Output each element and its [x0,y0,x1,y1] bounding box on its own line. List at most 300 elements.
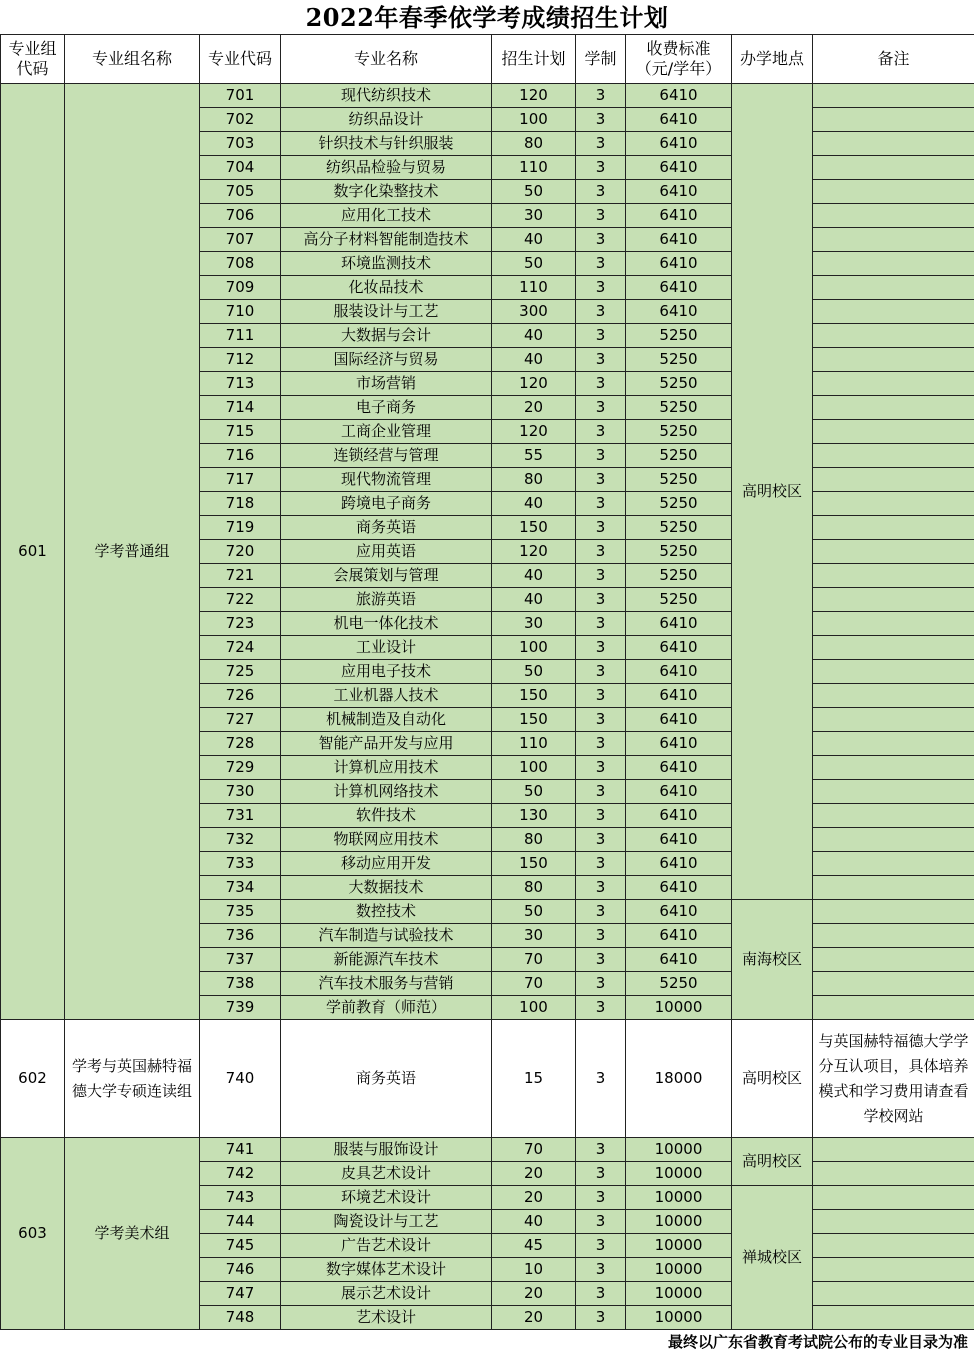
fee-cell: 6410 [626,900,732,924]
fee-cell: 6410 [626,948,732,972]
plan-cell: 15 [492,1020,576,1138]
fee-cell: 10000 [626,1162,732,1186]
plan-cell: 30 [492,612,576,636]
fee-cell: 6410 [626,828,732,852]
major-name-cell: 商务英语 [281,516,492,540]
major-name-cell: 针织技术与针织服装 [281,132,492,156]
years-cell: 3 [576,996,626,1020]
major-code-cell: 705 [200,180,281,204]
group-name-cell: 学考普通组 [65,84,200,1020]
major-name-cell: 大数据与会计 [281,324,492,348]
note-cell [813,276,974,300]
major-name-cell: 汽车技术服务与营销 [281,972,492,996]
plan-cell: 110 [492,732,576,756]
major-name-cell: 跨境电子商务 [281,492,492,516]
fee-cell: 5250 [626,420,732,444]
years-cell: 3 [576,84,626,108]
note-cell [813,516,974,540]
major-code-cell: 748 [200,1306,281,1330]
major-code-cell: 729 [200,756,281,780]
plan-cell: 40 [492,324,576,348]
note-cell [813,564,974,588]
major-name-cell: 服装与服饰设计 [281,1138,492,1162]
major-name-cell: 环境监测技术 [281,252,492,276]
major-code-cell: 708 [200,252,281,276]
fee-cell: 6410 [626,636,732,660]
years-cell: 3 [576,804,626,828]
major-code-cell: 724 [200,636,281,660]
campus-cell: 高明校区 [732,1020,813,1138]
years-cell: 3 [576,444,626,468]
fee-cell: 5250 [626,516,732,540]
note-cell [813,756,974,780]
table-body [1,84,974,1330]
major-name-cell: 国际经济与贸易 [281,348,492,372]
fee-cell: 6410 [626,756,732,780]
note-cell [813,1186,974,1210]
major-name-cell: 艺术设计 [281,1306,492,1330]
plan-cell: 100 [492,108,576,132]
fee-cell: 18000 [626,1020,732,1138]
major-name-cell: 旅游英语 [281,588,492,612]
note-cell [813,252,974,276]
fee-cell: 6410 [626,108,732,132]
fee-cell: 5250 [626,564,732,588]
note-cell [813,492,974,516]
years-cell: 3 [576,660,626,684]
note-cell [813,708,974,732]
major-code-cell: 747 [200,1282,281,1306]
years-cell: 3 [576,564,626,588]
fee-cell: 10000 [626,1282,732,1306]
group-name-cell: 学考与英国赫特福德大学专硕连读组 [65,1020,200,1138]
fee-cell: 6410 [626,924,732,948]
note-cell [813,84,974,108]
major-name-cell: 纺织品设计 [281,108,492,132]
fee-cell: 5250 [626,372,732,396]
years-cell: 3 [576,588,626,612]
plan-cell: 150 [492,684,576,708]
major-code-cell: 746 [200,1258,281,1282]
note-cell [813,156,974,180]
major-name-cell: 广告艺术设计 [281,1234,492,1258]
major-code-cell: 739 [200,996,281,1020]
fee-cell: 5250 [626,444,732,468]
note-cell [813,804,974,828]
fee-cell: 10000 [626,1186,732,1210]
major-code-cell: 716 [200,444,281,468]
enrollment-plan-table [0,34,974,1330]
major-code-cell: 720 [200,540,281,564]
note-cell [813,900,974,924]
fee-cell: 5250 [626,972,732,996]
years-cell: 3 [576,1306,626,1330]
note-cell [813,948,974,972]
years-cell: 3 [576,828,626,852]
years-cell: 3 [576,348,626,372]
major-code-cell: 735 [200,900,281,924]
plan-cell: 80 [492,468,576,492]
plan-cell: 100 [492,756,576,780]
header-fee: 收费标准（元/学年） [626,35,732,84]
note-cell [813,1306,974,1330]
fee-cell: 6410 [626,780,732,804]
major-code-cell: 701 [200,84,281,108]
major-code-cell: 731 [200,804,281,828]
years-cell: 3 [576,132,626,156]
fee-cell: 5250 [626,396,732,420]
header-plan: 招生计划 [492,35,576,84]
major-code-cell: 732 [200,828,281,852]
note-cell [813,1210,974,1234]
major-code-cell: 709 [200,276,281,300]
major-name-cell: 计算机网络技术 [281,780,492,804]
plan-cell: 120 [492,540,576,564]
major-name-cell: 移动应用开发 [281,852,492,876]
plan-cell: 40 [492,348,576,372]
fee-cell: 10000 [626,1210,732,1234]
note-cell [813,1234,974,1258]
years-cell: 3 [576,1234,626,1258]
years-cell: 3 [576,780,626,804]
fee-cell: 6410 [626,804,732,828]
plan-cell: 300 [492,300,576,324]
fee-cell: 10000 [626,1234,732,1258]
plan-cell: 20 [492,1282,576,1306]
plan-cell: 30 [492,204,576,228]
major-name-cell: 应用化工技术 [281,204,492,228]
group-code-cell: 603 [1,1138,65,1330]
plan-cell: 100 [492,636,576,660]
major-code-cell: 738 [200,972,281,996]
major-code-cell: 725 [200,660,281,684]
note-cell [813,1138,974,1162]
fee-cell: 6410 [626,708,732,732]
major-code-cell: 742 [200,1162,281,1186]
fee-cell: 6410 [626,876,732,900]
major-name-cell: 新能源汽车技术 [281,948,492,972]
years-cell: 3 [576,684,626,708]
years-cell: 3 [576,396,626,420]
note-cell [813,780,974,804]
major-code-cell: 717 [200,468,281,492]
note-cell [813,852,974,876]
major-code-cell: 704 [200,156,281,180]
plan-cell: 50 [492,900,576,924]
note-cell [813,1282,974,1306]
note-cell: 与英国赫特福德大学学分互认项目，具体培养模式和学习费用请查看学校网站 [813,1020,974,1138]
years-cell: 3 [576,516,626,540]
years-cell: 3 [576,252,626,276]
fee-cell: 6410 [626,300,732,324]
major-code-cell: 715 [200,420,281,444]
major-code-cell: 733 [200,852,281,876]
note-cell [813,228,974,252]
note-cell [813,1162,974,1186]
plan-cell: 100 [492,996,576,1020]
note-cell [813,588,974,612]
major-name-cell: 工业机器人技术 [281,684,492,708]
plan-cell: 10 [492,1258,576,1282]
major-code-cell: 718 [200,492,281,516]
fee-cell: 5250 [626,348,732,372]
major-code-cell: 706 [200,204,281,228]
note-cell [813,180,974,204]
note-cell [813,972,974,996]
fee-cell: 6410 [626,180,732,204]
major-name-cell: 会展策划与管理 [281,564,492,588]
major-name-cell: 化妆品技术 [281,276,492,300]
years-cell: 3 [576,900,626,924]
major-code-cell: 727 [200,708,281,732]
fee-cell: 10000 [626,1138,732,1162]
major-name-cell: 数字媒体艺术设计 [281,1258,492,1282]
note-cell [813,348,974,372]
table-row [1,1138,974,1162]
note-cell [813,732,974,756]
major-name-cell: 皮具艺术设计 [281,1162,492,1186]
campus-cell: 南海校区 [732,900,813,1020]
plan-cell: 20 [492,1162,576,1186]
major-code-cell: 713 [200,372,281,396]
note-cell [813,396,974,420]
years-cell: 3 [576,1282,626,1306]
years-cell: 3 [576,156,626,180]
fee-cell: 6410 [626,660,732,684]
note-cell [813,876,974,900]
major-code-cell: 712 [200,348,281,372]
major-name-cell: 机电一体化技术 [281,612,492,636]
fee-cell: 6410 [626,852,732,876]
fee-cell: 10000 [626,1306,732,1330]
major-name-cell: 学前教育（师范） [281,996,492,1020]
major-code-cell: 726 [200,684,281,708]
note-cell [813,612,974,636]
note-cell [813,300,974,324]
major-code-cell: 703 [200,132,281,156]
major-name-cell: 应用英语 [281,540,492,564]
major-name-cell: 服装设计与工艺 [281,300,492,324]
fee-cell: 6410 [626,132,732,156]
years-cell: 3 [576,204,626,228]
note-cell [813,468,974,492]
major-name-cell: 软件技术 [281,804,492,828]
fee-cell: 10000 [626,1258,732,1282]
plan-cell: 130 [492,804,576,828]
fee-cell: 6410 [626,612,732,636]
major-code-cell: 734 [200,876,281,900]
note-cell [813,660,974,684]
major-name-cell: 数控技术 [281,900,492,924]
fee-cell: 6410 [626,84,732,108]
group-name-cell: 学考美术组 [65,1138,200,1330]
plan-cell: 80 [492,876,576,900]
campus-cell: 高明校区 [732,1138,813,1186]
note-cell [813,924,974,948]
plan-cell: 40 [492,588,576,612]
major-code-cell: 711 [200,324,281,348]
plan-cell: 120 [492,420,576,444]
years-cell: 3 [576,708,626,732]
major-code-cell: 737 [200,948,281,972]
years-cell: 3 [576,948,626,972]
table-header-row [1,35,974,84]
note-cell [813,684,974,708]
years-cell: 3 [576,636,626,660]
page-title: 2022年春季依学考成绩招生计划 [305,3,669,32]
note-cell [813,636,974,660]
note-cell [813,324,974,348]
major-name-cell: 高分子材料智能制造技术 [281,228,492,252]
major-name-cell: 展示艺术设计 [281,1282,492,1306]
years-cell: 3 [576,1162,626,1186]
years-cell: 3 [576,852,626,876]
major-name-cell: 大数据技术 [281,876,492,900]
header-campus: 办学地点 [732,35,813,84]
fee-cell: 6410 [626,156,732,180]
header-group-code: 专业组代码 [1,35,65,84]
plan-cell: 45 [492,1234,576,1258]
table-row [1,84,974,108]
years-cell: 3 [576,1020,626,1138]
plan-cell: 150 [492,516,576,540]
major-name-cell: 纺织品检验与贸易 [281,156,492,180]
note-cell [813,420,974,444]
major-code-cell: 722 [200,588,281,612]
major-name-cell: 工商企业管理 [281,420,492,444]
major-code-cell: 741 [200,1138,281,1162]
major-code-cell: 743 [200,1186,281,1210]
major-name-cell: 机械制造及自动化 [281,708,492,732]
fee-cell: 5250 [626,324,732,348]
note-cell [813,1258,974,1282]
major-code-cell: 707 [200,228,281,252]
years-cell: 3 [576,1186,626,1210]
plan-cell: 80 [492,132,576,156]
fee-cell: 5250 [626,468,732,492]
fee-cell: 6410 [626,228,732,252]
major-code-cell: 728 [200,732,281,756]
plan-cell: 50 [492,780,576,804]
plan-cell: 70 [492,1138,576,1162]
plan-cell: 40 [492,564,576,588]
plan-cell: 120 [492,84,576,108]
major-code-cell: 721 [200,564,281,588]
major-name-cell: 连锁经营与管理 [281,444,492,468]
plan-cell: 20 [492,1186,576,1210]
years-cell: 3 [576,1258,626,1282]
years-cell: 3 [576,276,626,300]
years-cell: 3 [576,1138,626,1162]
campus-cell: 高明校区 [732,84,813,900]
plan-cell: 40 [492,228,576,252]
note-cell [813,996,974,1020]
years-cell: 3 [576,1210,626,1234]
fee-cell: 5250 [626,588,732,612]
major-code-cell: 719 [200,516,281,540]
major-name-cell: 智能产品开发与应用 [281,732,492,756]
years-cell: 3 [576,300,626,324]
fee-cell: 6410 [626,684,732,708]
fee-cell: 5250 [626,492,732,516]
plan-cell: 150 [492,852,576,876]
major-code-cell: 744 [200,1210,281,1234]
header-major-name: 专业名称 [281,35,492,84]
major-name-cell: 应用电子技术 [281,660,492,684]
plan-cell: 50 [492,252,576,276]
plan-cell: 20 [492,396,576,420]
major-code-cell: 710 [200,300,281,324]
major-name-cell: 现代纺织技术 [281,84,492,108]
years-cell: 3 [576,972,626,996]
major-name-cell: 陶瓷设计与工艺 [281,1210,492,1234]
major-code-cell: 740 [200,1020,281,1138]
years-cell: 3 [576,108,626,132]
fee-cell: 6410 [626,276,732,300]
major-name-cell: 环境艺术设计 [281,1186,492,1210]
note-cell [813,444,974,468]
note-cell [813,132,974,156]
plan-cell: 70 [492,948,576,972]
note-cell [813,828,974,852]
plan-cell: 20 [492,1306,576,1330]
major-name-cell: 汽车制造与试验技术 [281,924,492,948]
header-major-code: 专业代码 [200,35,281,84]
plan-cell: 70 [492,972,576,996]
years-cell: 3 [576,540,626,564]
note-cell [813,108,974,132]
footer-note: 最终以广东省教育考试院公布的专业目录为准 [667,1333,968,1351]
major-name-cell: 现代物流管理 [281,468,492,492]
fee-cell: 5250 [626,540,732,564]
group-code-cell: 601 [1,84,65,1020]
campus-cell: 禅城校区 [732,1186,813,1330]
major-code-cell: 723 [200,612,281,636]
plan-cell: 30 [492,924,576,948]
major-name-cell: 市场营销 [281,372,492,396]
years-cell: 3 [576,468,626,492]
years-cell: 3 [576,228,626,252]
major-name-cell: 物联网应用技术 [281,828,492,852]
table-row [1,1020,974,1138]
years-cell: 3 [576,324,626,348]
header-note: 备注 [813,35,974,84]
plan-cell: 150 [492,708,576,732]
years-cell: 3 [576,612,626,636]
major-code-cell: 736 [200,924,281,948]
note-cell [813,372,974,396]
years-cell: 3 [576,876,626,900]
plan-cell: 55 [492,444,576,468]
major-name-cell: 计算机应用技术 [281,756,492,780]
years-cell: 3 [576,924,626,948]
header-group-name: 专业组名称 [65,35,200,84]
major-name-cell: 数字化染整技术 [281,180,492,204]
years-cell: 3 [576,492,626,516]
plan-cell: 50 [492,180,576,204]
years-cell: 3 [576,180,626,204]
major-code-cell: 714 [200,396,281,420]
major-code-cell: 702 [200,108,281,132]
years-cell: 3 [576,420,626,444]
plan-cell: 40 [492,492,576,516]
plan-cell: 110 [492,156,576,180]
note-cell [813,204,974,228]
note-cell [813,540,974,564]
years-cell: 3 [576,756,626,780]
years-cell: 3 [576,732,626,756]
major-name-cell: 商务英语 [281,1020,492,1138]
